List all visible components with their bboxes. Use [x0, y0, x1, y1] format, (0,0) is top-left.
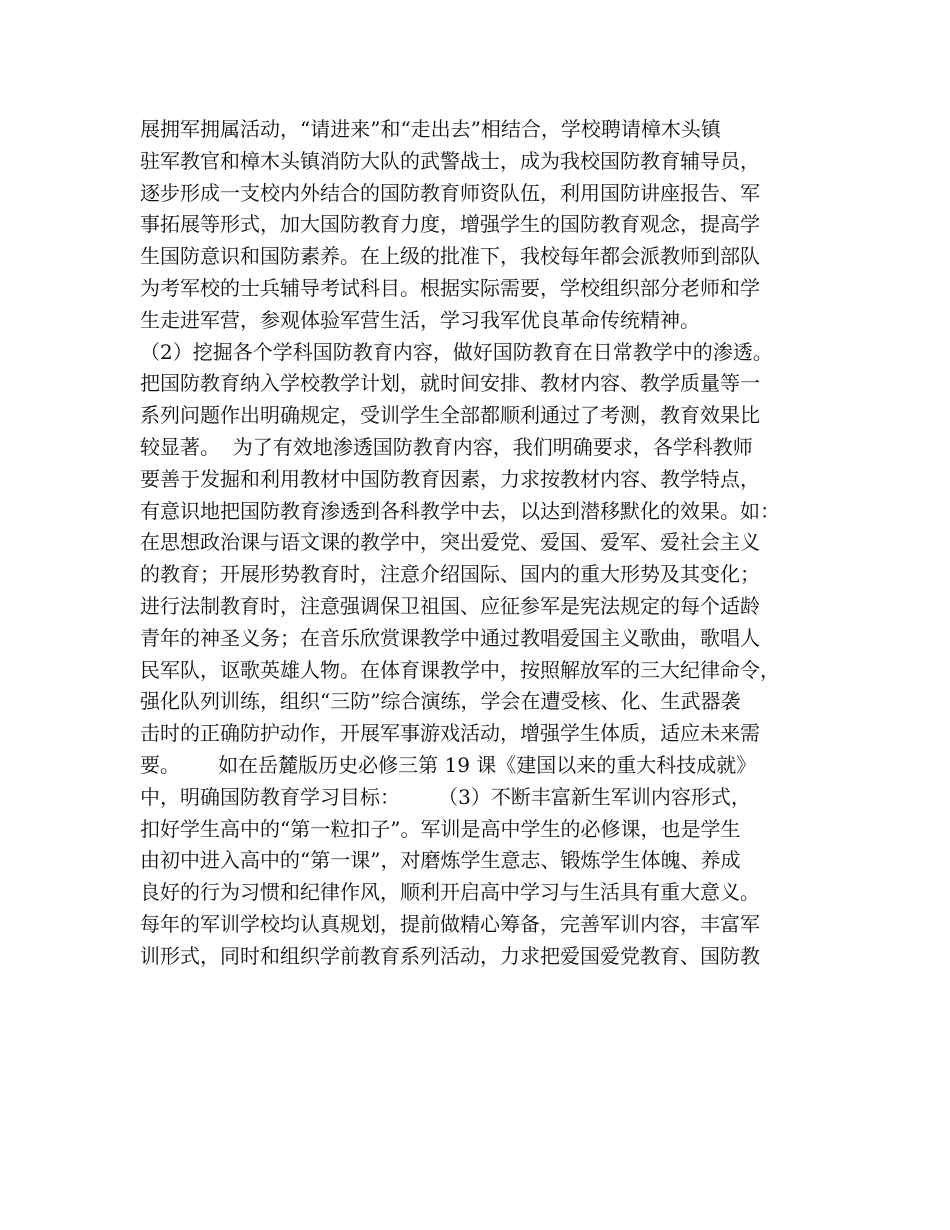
text-line: 强化队列训练，组织“三防”综合演练，学会在遭受核、化、生武器袭 — [140, 689, 741, 714]
text-line: （2）挖掘各个学科国防教育内容，做好国防教育在日常教学中的渗透。 — [140, 339, 773, 364]
text-line: 击时的正确防护动作，开展军事游戏活动，增强学生体质，适应未来需 — [140, 721, 760, 746]
text-line: 在思想政治课与语文课的教学中，突出爱党、爱国、爱军、爱社会主义 — [140, 530, 760, 555]
text-line: 事拓展等形式，加大国防教育力度，增强学生的国防教育观念，提高学 — [140, 212, 760, 237]
text-line: 生走进军营，参观体验军营生活，学习我军优良革命传统精神。 — [140, 307, 700, 332]
text-line: 中，明确国防教育学习目标： （3）不断丰富新生军训内容形式， — [140, 784, 751, 809]
text-line: 扣好学生高中的“第一粒扣子”。军训是高中学生的必修课，也是学生 — [140, 816, 741, 841]
text-line: 的教育；开展形势教育时，注意介绍国际、国内的重大形势及其变化； — [140, 562, 760, 587]
text-line: 良好的行为习惯和纪律作风，顺利开启高中学习与生活具有重大意义。 — [140, 880, 760, 905]
text-line: 逐步形成一支校内外结合的国防教育师资队伍，利用国防讲座报告、军 — [140, 180, 760, 205]
text-line: 进行法制教育时，注意强调保卫祖国、应征参军是宪法规定的每个适龄 — [140, 593, 760, 618]
text-line: 训形式，同时和组织学前教育系列活动，力求把爱国爱党教育、国防教 — [140, 943, 760, 968]
text-line: 生国防意识和国防素养。在上级的批准下，我校每年都会派教师到部队 — [140, 244, 760, 269]
text-line: 系列问题作出明确规定，受训学生全部都顺利通过了考测，教育效果比 — [140, 403, 760, 428]
text-line: 要善于发掘和利用教材中国防教育因素，力求按教材内容、教学特点， — [140, 466, 760, 491]
text-line: 驻军教官和樟木头镇消防大队的武警战士，成为我校国防教育辅导员， — [140, 148, 760, 173]
text-line: 较显著。 为了有效地渗透国防教育内容，我们明确要求，各学科教师 — [140, 434, 753, 459]
text-line: 展拥军拥属活动，“请进来”和“走出去”相结合，学校聘请樟木头镇 — [140, 117, 721, 141]
text-line: 要。 如在岳麓版历史必修三第 19 课《建国以来的重大科技成就》 — [140, 752, 757, 777]
body-text — [140, 114, 840, 973]
text-line: 把国防教育纳入学校教学计划，就时间安排、教材内容、教学质量等一 — [140, 371, 760, 396]
text-line: 有意识地把国防教育渗透到各科教学中去，以达到潜移默化的效果。如： — [140, 498, 780, 523]
text-line: 每年的军训学校均认真规划，提前做精心筹备，完善军训内容，丰富军 — [140, 911, 760, 936]
text-line: 青年的神圣义务；在音乐欣赏课教学中通过教唱爱国主义歌曲，歌唱人 — [140, 625, 760, 650]
text-line: 民军队，讴歌英雄人物。在体育课教学中，按照解放军的三大纪律命令， — [140, 657, 780, 682]
text-line: 为考军校的士兵辅导考试科目。根据实际需要，学校组织部分老师和学 — [140, 275, 760, 300]
text-line: 由初中进入高中的“第一课”，对磨炼学生意志、锻炼学生体魄、养成 — [140, 848, 741, 873]
